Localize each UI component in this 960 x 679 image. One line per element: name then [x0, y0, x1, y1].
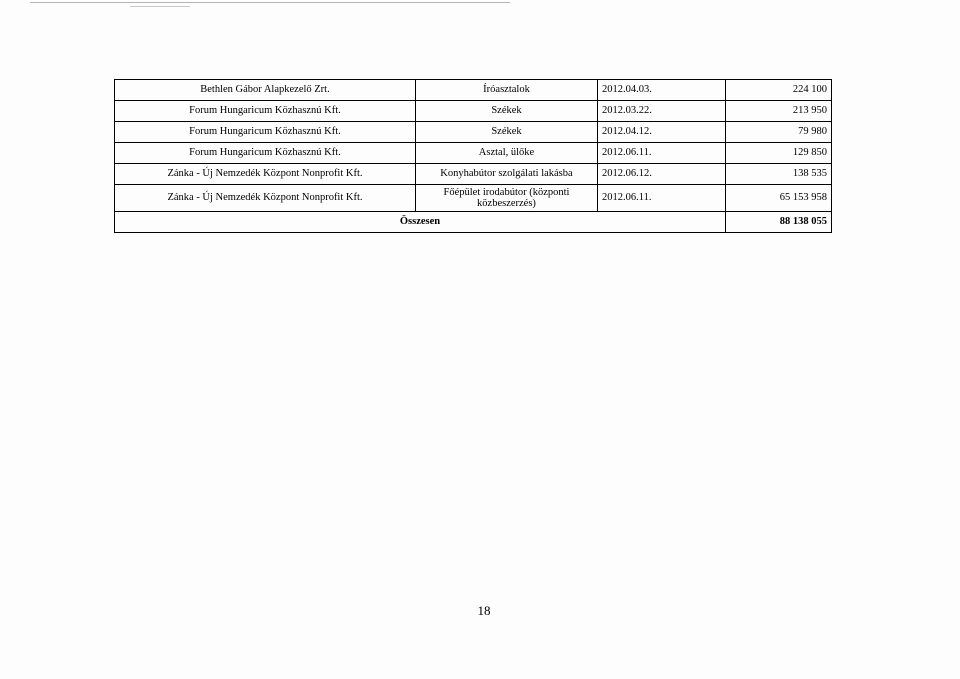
table-row	[115, 143, 832, 164]
page-number: 18	[477, 603, 491, 618]
item-cell: Asztal, ülőke	[416, 143, 598, 164]
date-cell: 2012.04.03.	[598, 80, 726, 101]
item-cell: Székek	[416, 122, 598, 143]
top-scan-rule	[30, 2, 510, 3]
organization-cell: Zánka - Új Nemzedék Központ Nonprofit Kft.	[115, 164, 416, 185]
date-cell: 2012.06.11.	[598, 143, 726, 164]
organization-cell: Forum Hungaricum Közhasznú Kft.	[115, 101, 416, 122]
table-row	[115, 185, 832, 212]
organization-cell: Zánka - Új Nemzedék Központ Nonprofit Kft.	[115, 185, 416, 212]
total-row	[115, 212, 832, 233]
table-row	[115, 80, 832, 101]
item-cell: Konyhabútor szolgálati lakásba	[416, 164, 598, 185]
top-scan-rule-short	[130, 6, 190, 7]
total-amount: 88 138 055	[726, 212, 832, 233]
item-cell: Íróasztalok	[416, 80, 598, 101]
amount-cell: 65 153 958	[726, 185, 832, 212]
item-cell: Székek	[416, 101, 598, 122]
item-cell: Főépület irodabútor (központi közbeszerzés)	[416, 185, 598, 212]
date-cell: 2012.06.12.	[598, 164, 726, 185]
date-cell: 2012.04.12.	[598, 122, 726, 143]
furniture-purchase-table	[114, 79, 832, 233]
table-row	[115, 101, 832, 122]
total-label: Összesen	[115, 212, 726, 233]
table-row	[115, 122, 832, 143]
organization-cell: Forum Hungaricum Közhasznú Kft.	[115, 143, 416, 164]
amount-cell: 138 535	[726, 164, 832, 185]
amount-cell: 79 980	[726, 122, 832, 143]
amount-cell: 213 950	[726, 101, 832, 122]
organization-cell: Bethlen Gábor Alapkezelő Zrt.	[115, 80, 416, 101]
organization-cell: Forum Hungaricum Közhasznú Kft.	[115, 122, 416, 143]
amount-cell: 129 850	[726, 143, 832, 164]
amount-cell: 224 100	[726, 80, 832, 101]
table-row	[115, 164, 832, 185]
date-cell: 2012.06.11.	[598, 185, 726, 212]
date-cell: 2012.03.22.	[598, 101, 726, 122]
